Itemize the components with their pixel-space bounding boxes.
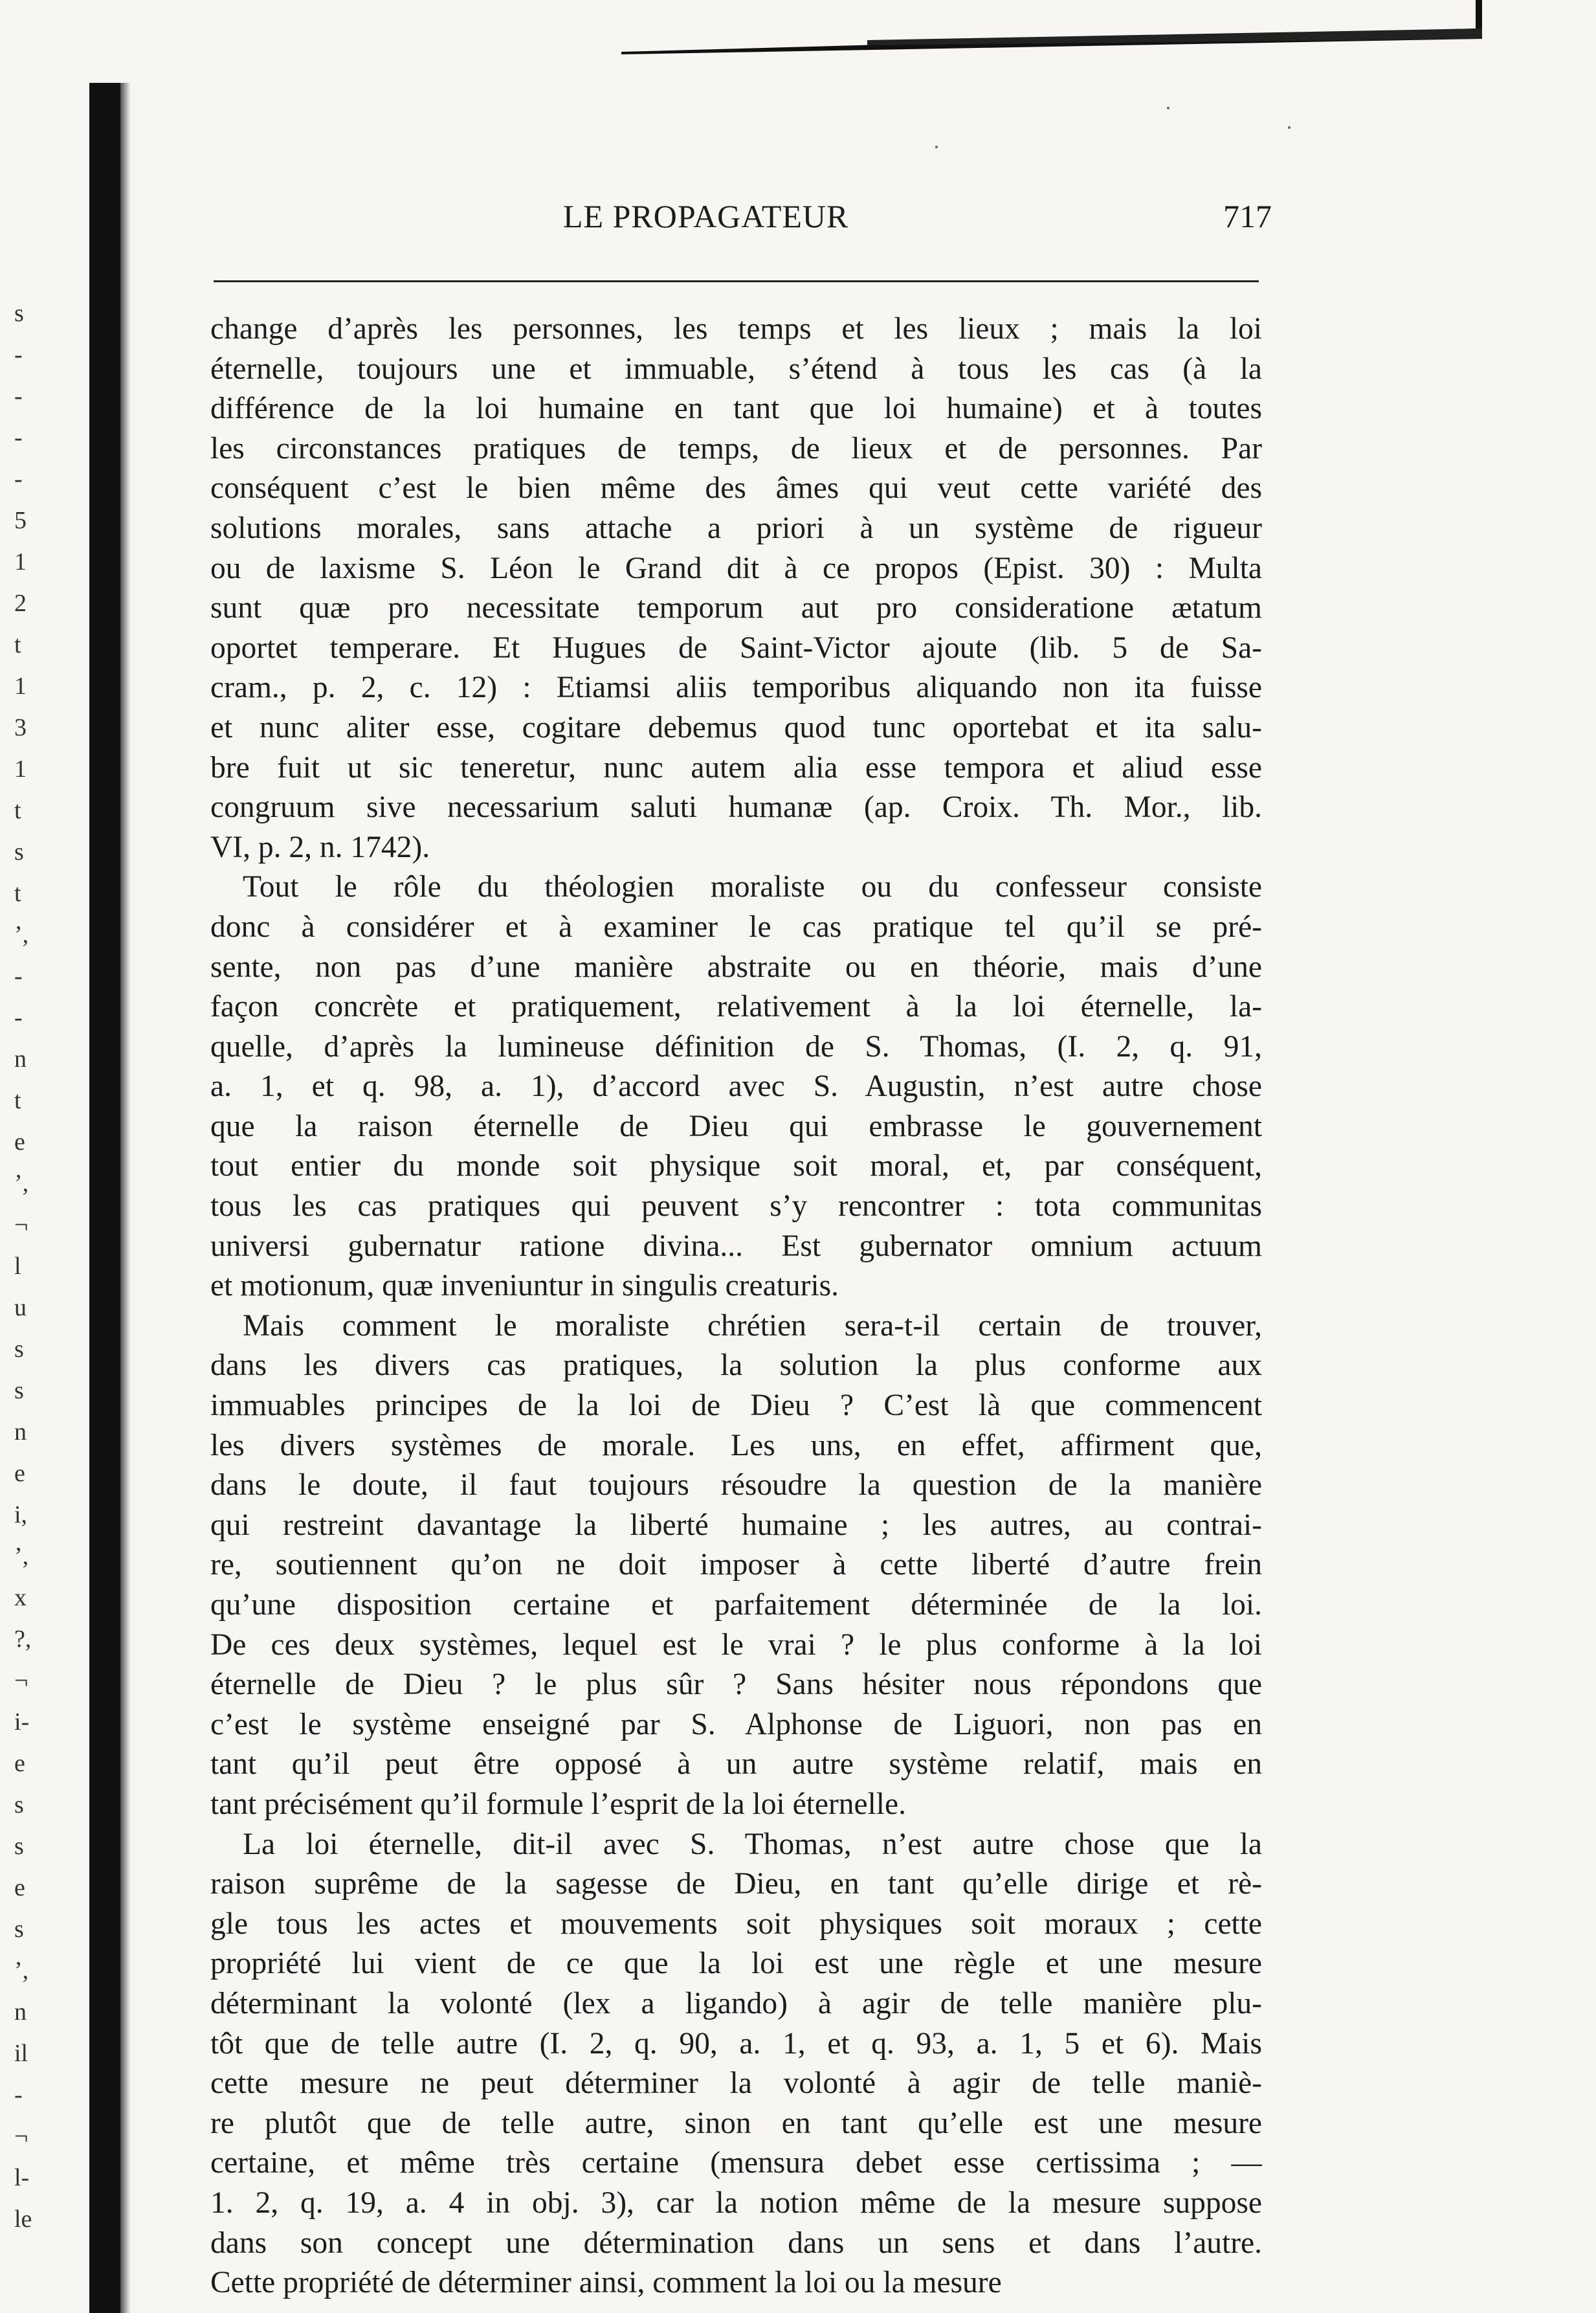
text-line: éternelle de Dieu ? le plus sûr ? Sans hésiter nous répondons que — [210, 1668, 1262, 1702]
text-line: les circonstances pratiques de temps, de lieux et de personnes. Par — [210, 431, 1262, 465]
text-line: éternelle, toujours une et immuable, s’étend à tous les cas (à la — [210, 352, 1262, 386]
text-line: et nunc aliter esse, cogitare debemus quod tunc oportebat et ita salu- — [210, 710, 1262, 744]
margin-fragment: 5 — [14, 507, 27, 534]
text-line: propriété lui vient de ce que la loi est une règle et une mesure — [210, 1947, 1262, 1981]
text-line: solutions morales, sans attache a priori à un système de rigueur — [210, 511, 1262, 545]
text-line: dans le doute, il faut toujours résoudre la question de la manière — [210, 1468, 1262, 1503]
text-line: sente, non pas d’une manière abstraite ou en théorie, mais d’une — [210, 950, 1262, 984]
text-line: oportet temperare. Et Hugues de Saint-Victor ajoute (lib. 5 de Sa- — [210, 631, 1262, 665]
text-line: les divers systèmes de morale. Les uns, en effet, affirment que, — [210, 1428, 1262, 1462]
text-line: c’est le système enseigné par S. Alphonse de Liguori, non pas en — [210, 1707, 1262, 1741]
text-line: De ces deux systèmes, lequel est le vrai ? le plus conforme à la loi — [210, 1627, 1262, 1662]
text-line: gle tous les actes et mouvements soit physiques soit moraux ; cette — [210, 1906, 1262, 1941]
margin-fragment: ¬ — [14, 1667, 28, 1694]
text-line: raison suprême de la sagesse de Dieu, en tant qu’elle dirige et rè- — [210, 1867, 1262, 1901]
scan-speck — [1167, 107, 1169, 109]
margin-fragment: l- — [14, 2164, 30, 2191]
margin-fragment: t — [14, 631, 21, 658]
margin-fragment: u — [14, 1294, 27, 1321]
margin-fragment: x — [14, 1584, 27, 1611]
margin-fragment: n — [14, 1418, 27, 1446]
scan-speck — [935, 146, 938, 148]
text-line: tant qu’il peut être opposé à un autre système relatif, mais en — [210, 1747, 1262, 1782]
margin-fragment: il — [14, 2040, 28, 2067]
text-line: Mais comment le moraliste chrétien sera-t-il certain de trouver, — [243, 1308, 1262, 1343]
margin-fragment: s — [14, 838, 24, 866]
margin-fragment: s — [14, 300, 24, 327]
margin-fragment: t — [14, 1087, 21, 1114]
running-title: LE PROPAGATEUR — [563, 198, 849, 234]
text-line: tôt que de telle autre (I. 2, q. 90, a. 1, et q. 93, a. 1, 5 et 6). Mais — [210, 2026, 1262, 2061]
page-number: 717 — [1223, 198, 1272, 234]
text-line: immuables principes de la loi de Dieu ? C’est là que commencent — [210, 1389, 1262, 1423]
text-line: Cette propriété de déterminer ainsi, comment la loi ou la mesure — [210, 2266, 1002, 2300]
margin-fragment: i, — [14, 1501, 28, 1528]
margin-fragment: - — [14, 1004, 23, 1031]
margin-fragment: e — [14, 1874, 25, 1901]
text-line: dans les divers cas pratiques, la solution la plus conforme aux — [210, 1348, 1262, 1383]
text-line: certaine, et même très certaine (mensura debet esse certissima ; — — [210, 2146, 1262, 2180]
text-line: tant précisément qu’il formule l’esprit de la loi éternelle. — [210, 1787, 906, 1821]
margin-fragment: ’, — [14, 921, 29, 948]
text-line: Tout le rôle du théologien moraliste ou du confesseur consiste — [243, 870, 1262, 904]
margin-fragment: s — [14, 1791, 24, 1818]
text-line: re, soutiennent qu’on ne doit imposer à cette liberté d’autre frein — [210, 1548, 1262, 1582]
margin-fragment: t — [14, 797, 21, 824]
margin-fragment: - — [14, 383, 23, 410]
text-line: conséquent c’est le bien même des âmes qui veut cette variété des — [210, 471, 1262, 506]
text-line: congruum sive necessarium saluti humanæ (ap. Croix. Th. Mor., lib. — [210, 790, 1262, 825]
margin-fragment: 1 — [14, 755, 27, 783]
text-line: dans son concept une détermination dans un sens et dans l’autre. — [210, 2226, 1262, 2260]
page-header — [210, 197, 1272, 243]
scan-edge-bar — [621, 0, 1482, 58]
text-line: change d’après les personnes, les temps et les lieux ; mais la loi — [210, 312, 1262, 346]
text-line: et motionum, quæ inveniuntur in singulis creaturis. — [210, 1269, 839, 1303]
margin-fragment: 3 — [14, 714, 27, 741]
page-spine-shadow — [89, 83, 120, 2313]
text-line: a. 1, et q. 98, a. 1), d’accord avec S. Augustin, n’est autre chose — [210, 1069, 1262, 1104]
text-line: ou de laxisme S. Léon le Grand dit à ce propos (Epist. 30) : Multa — [210, 551, 1262, 585]
margin-fragment: s — [14, 1833, 24, 1860]
margin-fragment: ’, — [14, 1957, 29, 1984]
margin-fragment: - — [14, 2081, 23, 2108]
text-line: que la raison éternelle de Dieu qui embrasse le gouvernement — [210, 1109, 1262, 1143]
margin-fragment: s — [14, 1335, 24, 1363]
text-line: VI, p. 2, n. 1742). — [210, 830, 430, 864]
text-line: re plutôt que de telle autre, sinon en tant qu’elle est une mesure — [210, 2106, 1262, 2140]
text-line: La loi éternelle, dit-il avec S. Thomas, n’est autre chose que la — [243, 1827, 1262, 1861]
margin-fragment: s — [14, 1377, 24, 1404]
text-line: quelle, d’après la lumineuse définition de S. Thomas, (I. 2, q. 91, — [210, 1029, 1262, 1064]
margin-fragment: e — [14, 1750, 25, 1777]
text-line: tout entier du monde soit physique soit moral, et, par conséquent, — [210, 1149, 1262, 1183]
margin-fragment: e — [14, 1460, 25, 1487]
text-line: tous les cas pratiques qui peuvent s’y rencontrer : tota communitas — [210, 1189, 1262, 1224]
margin-fragment: le — [14, 2206, 32, 2233]
margin-fragment: l — [14, 1253, 21, 1280]
text-line: différence de la loi humaine en tant que loi humaine) et à toutes — [210, 392, 1262, 426]
margin-fragment: ’, — [14, 1543, 29, 1570]
margin-fragment: t — [14, 880, 21, 907]
text-line: donc à considérer et à examiner le cas pratique tel qu’il se pré- — [210, 910, 1262, 944]
left-margin-bleed — [0, 0, 84, 2313]
text-line: bre fuit ut sic teneretur, nunc autem alia esse tempora et aliud esse — [210, 750, 1262, 785]
text-line: universi gubernatur ratione divina... Est gubernator omnium actuum — [210, 1229, 1262, 1263]
margin-fragment: ?, — [14, 1626, 32, 1653]
text-line: cette mesure ne peut déterminer la volonté à agir de telle maniè- — [210, 2066, 1262, 2101]
margin-fragment: i- — [14, 1708, 30, 1736]
text-line: 1. 2, q. 19, a. 4 in obj. 3), car la notion même de la mesure suppose — [210, 2185, 1262, 2220]
margin-fragment: - — [14, 465, 23, 493]
text-line: sunt quæ pro necessitate temporum aut pro consideratione ætatum — [210, 591, 1262, 625]
body-text — [210, 309, 1262, 2303]
margin-fragment: ¬ — [14, 1211, 28, 1238]
margin-fragment: e — [14, 1128, 25, 1156]
margin-fragment: n — [14, 1998, 27, 2026]
margin-fragment: - — [14, 341, 23, 368]
text-line: façon concrète et pratiquement, relativement à la loi éternelle, la- — [210, 990, 1262, 1024]
margin-fragment: 1 — [14, 673, 27, 700]
margin-fragment: 1 — [14, 548, 27, 575]
margin-fragment: ’, — [14, 1170, 29, 1197]
margin-fragment: n — [14, 1045, 27, 1073]
text-line: déterminant la volonté (lex a ligando) à agir de telle manière plu- — [210, 1986, 1262, 2020]
margin-fragment: 2 — [14, 590, 27, 617]
scan-speck — [1288, 126, 1291, 129]
text-line: cram., p. 2, c. 12) : Etiamsi aliis temporibus aliquando non ita fuisse — [210, 671, 1262, 705]
margin-fragment: ¬ — [14, 2123, 28, 2150]
text-line: qui restreint davantage la liberté humaine ; les autres, au contrai- — [210, 1508, 1262, 1542]
header-rule — [214, 280, 1259, 282]
margin-fragment: - — [14, 963, 23, 990]
text-line: qu’une disposition certaine et parfaitement déterminée de la loi. — [210, 1588, 1262, 1622]
margin-fragment: s — [14, 1916, 24, 1943]
page-spine-fade — [120, 83, 131, 2313]
margin-fragment: - — [14, 424, 23, 451]
